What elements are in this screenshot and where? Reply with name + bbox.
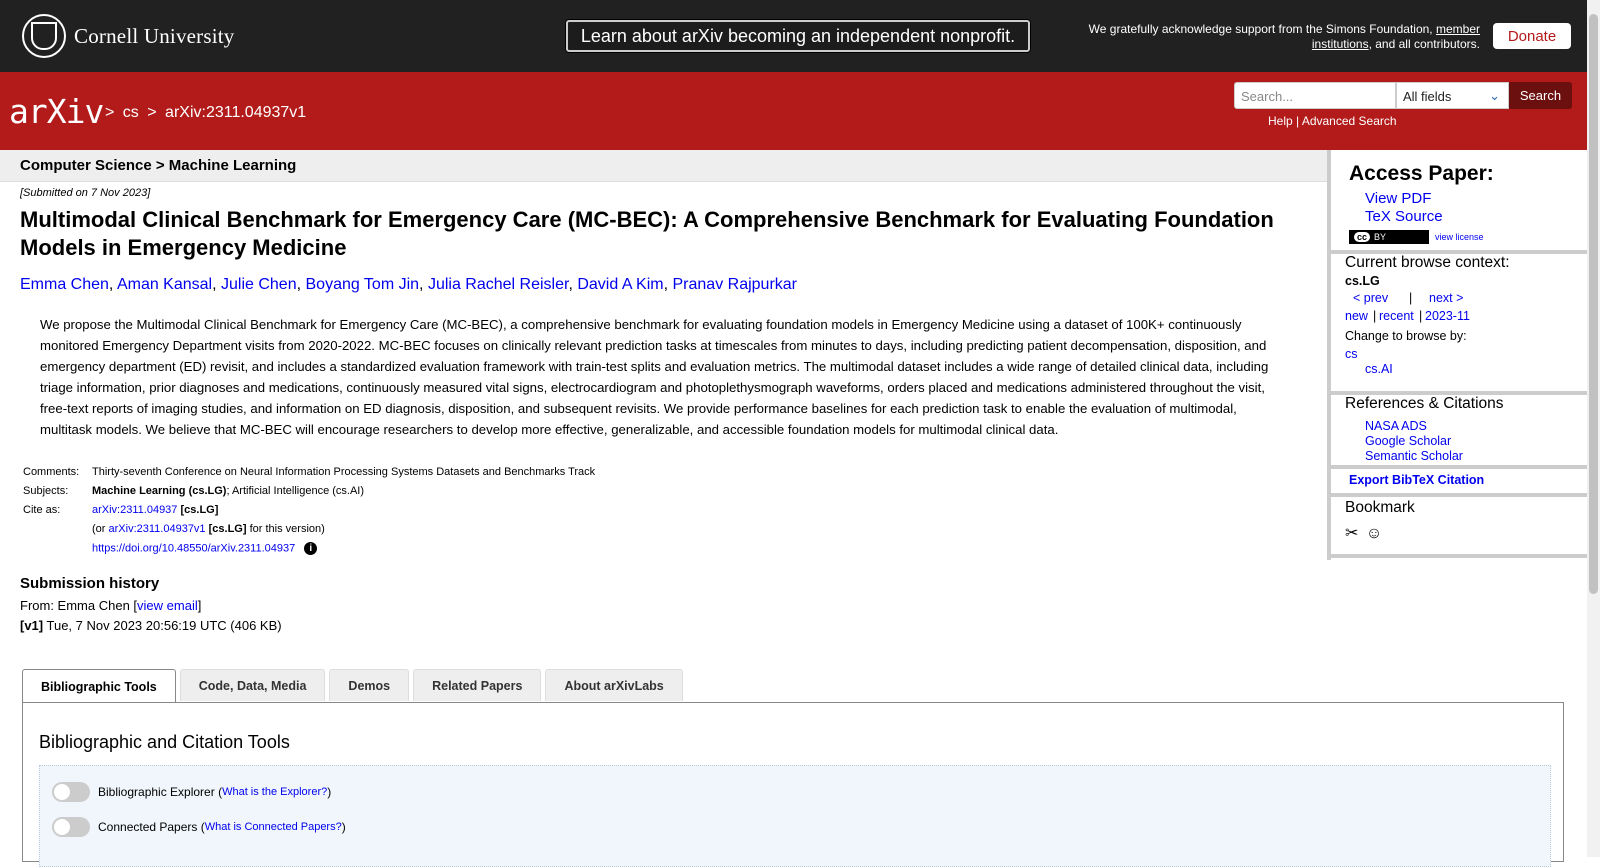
search-field-select[interactable]: All fields ⌄: [1396, 82, 1509, 109]
member-institutions-link[interactable]: member institutions: [1311, 22, 1480, 51]
labs-tabs: [22, 669, 687, 703]
reddit-icon[interactable]: ☺: [1365, 525, 1383, 542]
breadcrumb-cs[interactable]: cs: [122, 104, 139, 121]
metadata-table: Comments: Thirty-seventh Conference on Neural Information Processing Systems Datasets and Benchmarks Track Subjects: Machine Learning (cs.LG); Artificial Intelligence (cs.AI) Cite as: arXiv:2311.04937 [cs.LG] (or arXiv:2311.04937v1 [cs.LG] for this version) https://doi.org/10.48550/arXiv.2311.04937 i: [20, 463, 598, 558]
scrollbar-thumb[interactable]: [1589, 14, 1598, 594]
browse-context-heading: Current browse context:: [1345, 254, 1510, 271]
cite-row: Cite as: arXiv:2311.04937 [cs.LG]: [23, 504, 219, 516]
advanced-search-link[interactable]: Advanced Search: [1301, 114, 1397, 128]
references-heading: References & Citations: [1345, 395, 1504, 412]
category-heading: Computer Science > Machine Learning: [20, 157, 297, 174]
help-links: Help | Advanced Search: [1268, 114, 1397, 128]
tex-source-link[interactable]: TeX Source: [1365, 208, 1443, 225]
arxiv-header: [0, 72, 1600, 150]
doi-link[interactable]: https://doi.org/10.48550/arXiv.2311.04937: [92, 542, 296, 555]
help-link[interactable]: Help: [1268, 114, 1293, 128]
view-license-link[interactable]: view license: [1435, 232, 1484, 242]
tab-demos[interactable]: Demos: [329, 669, 409, 701]
announcement-button[interactable]: Learn about arXiv becoming an independent nonprofit.: [566, 20, 1030, 52]
author-link[interactable]: David A Kim: [577, 276, 664, 293]
cornell-logo[interactable]: [22, 14, 235, 58]
semantic-scholar-link[interactable]: Semantic Scholar: [1365, 449, 1463, 463]
nasa-ads-link[interactable]: NASA ADS: [1365, 419, 1427, 433]
connected-papers-help-link[interactable]: What is Connected Papers?: [204, 821, 342, 833]
cite-version-link[interactable]: arXiv:2311.04937v1: [108, 523, 206, 535]
access-paper-section: [1331, 150, 1587, 254]
tools-box: [39, 765, 1551, 867]
tab-code-data-media[interactable]: Code, Data, Media: [180, 669, 326, 701]
cc-by-icon[interactable]: cc BY: [1349, 230, 1429, 244]
comments-row: Comments: Thirty-seventh Conference on Neural Information Processing Systems Datasets and Benchmarks Track: [20, 463, 598, 482]
explorer-help-link[interactable]: What is the Explorer?: [222, 786, 328, 798]
browse-cs-link[interactable]: cs: [1345, 347, 1358, 361]
browse-context-section: Current browse context: cs.LG < prev | next > new | recent | 2023-11 Change to browse by: cs cs.AI: [1331, 254, 1587, 395]
cite-id-link[interactable]: arXiv:2311.04937: [92, 504, 178, 516]
panel-title: Bibliographic and Citation Tools: [39, 732, 290, 752]
submission-history-heading: Submission history: [20, 575, 160, 592]
next-link[interactable]: next >: [1429, 291, 1464, 305]
recent-link[interactable]: recent: [1379, 309, 1414, 323]
bookmark-heading: Bookmark: [1345, 499, 1415, 516]
author-link[interactable]: Julia Rachel Reisler: [427, 276, 569, 293]
google-scholar-link[interactable]: Google Scholar: [1365, 434, 1452, 448]
search-input[interactable]: Search...: [1234, 82, 1396, 109]
tab-about-arxivlabs[interactable]: About arXivLabs: [545, 669, 682, 701]
access-paper-heading: Access Paper:: [1349, 162, 1494, 185]
top-banner: [0, 0, 1600, 72]
info-icon[interactable]: i: [304, 542, 317, 555]
tab-panel: [22, 702, 1564, 862]
export-bibtex-link[interactable]: Export BibTeX Citation: [1349, 473, 1485, 487]
prev-link[interactable]: < prev: [1353, 291, 1389, 305]
search-button[interactable]: Search: [1509, 82, 1572, 109]
bibtex-section: [1331, 469, 1587, 497]
support-text: We gratefully acknowledge support from the Simons Foundation, member institutions, and all contributors.: [1088, 22, 1480, 51]
page-scrollbar[interactable]: [1587, 0, 1600, 857]
browse-context-value: cs.LG: [1345, 274, 1380, 288]
chevron-down-icon: ⌄: [1489, 88, 1500, 103]
change-browse-label: Change to browse by:: [1345, 329, 1467, 343]
breadcrumb-paper-id: arXiv:2311.04937v1: [165, 104, 307, 121]
tab-related-papers[interactable]: Related Papers: [413, 669, 541, 701]
month-link[interactable]: 2023-11: [1425, 309, 1470, 323]
bookmark-section: [1331, 497, 1587, 558]
breadcrumb: > cs > arXiv:2311.04937v1: [105, 104, 307, 121]
abstract: We propose the Multimodal Clinical Benchmark for Emergency Care (MC-BEC), a comprehensive benchmark for evaluating foundation models in Emergency Medicine using a dataset of 100K+ continuously monitored Emergency Department visits from 2020-2022. MC-BEC focuses on clinically relevant prediction tasks at timescales from minutes to days, including predicting patient decompensation, disposition, and emergency department (ED) revisit, and includes a standardized evaluation framework with train-test splits and evaluation metrics. The multimodal dataset includes a wide range of detailed clinical data, including triage information, prior diagnoses and medications, continuously measured vital signs, electrocardiogram and photoplethysmograph waveforms, orders placed and medications administered throughout the visit, free-text reports of imaging studies, and information on ED diagnosis, disposition, and subsequent revisits. We provide performance baselines for each prediction task to enable the evaluation of multimodal, multitask models. We believe that MC-BEC will encourage researchers to develop more effective, generalizable, and accessible foundation models for multimodal clinical data.: [40, 317, 1269, 437]
connected-papers-toggle[interactable]: [52, 817, 90, 837]
sidebar: [1327, 150, 1587, 560]
references-section: [1331, 395, 1587, 469]
category-bar: [0, 150, 1327, 182]
author-link[interactable]: Julie Chen: [221, 276, 297, 293]
author-link[interactable]: Pranav Rajpurkar: [672, 276, 797, 293]
arxiv-logo[interactable]: arXiv: [9, 92, 104, 131]
subjects-row: Subjects: Machine Learning (cs.LG); Artificial Intelligence (cs.AI): [23, 485, 365, 497]
tool-row-connected-papers: Connected Papers ( What is Connected Papers? ): [52, 817, 346, 837]
author-link[interactable]: Boyang Tom Jin: [305, 276, 420, 293]
submission-date: [Submitted on 7 Nov 2023]: [20, 187, 151, 199]
tab-bibliographic-tools[interactable]: Bibliographic Tools: [22, 669, 176, 703]
primary-subject: Machine Learning (cs.LG): [92, 485, 227, 497]
author-link[interactable]: Emma Chen: [20, 276, 109, 293]
author-list: Emma Chen, Aman Kansal, Julie Chen, Boyang Tom Jin, Julia Rachel Reisler, David A Kim, Pranav Rajpurkar: [20, 276, 797, 293]
new-link[interactable]: new: [1345, 309, 1368, 323]
author-link[interactable]: Aman Kansal: [116, 276, 213, 293]
tool-row-explorer: Bibliographic Explorer ( What is the Explorer? ): [52, 782, 331, 802]
bibsonomy-icon[interactable]: ✂: [1345, 525, 1359, 542]
donate-button[interactable]: Donate: [1493, 23, 1571, 49]
comments-value: Thirty-seventh Conference on Neural Information Processing Systems Datasets and Benchmarks Track: [92, 466, 596, 478]
version-entry: [v1] Tue, 7 Nov 2023 20:56:19 UTC (406 KB): [20, 618, 282, 633]
cornell-name: Cornell University: [74, 23, 235, 48]
view-email-link[interactable]: view email: [137, 598, 198, 613]
paper-title: Multimodal Clinical Benchmark for Emergency Care (MC-BEC): A Comprehensive Benchmark for Evaluating Foundation Models in Emergency Medicine: [20, 207, 1274, 260]
bookmark-icons: [1345, 523, 1385, 543]
explorer-toggle[interactable]: [52, 782, 90, 802]
browse-cs-ai-link[interactable]: cs.AI: [1365, 362, 1393, 376]
cornell-seal-icon: [22, 14, 66, 58]
submission-from: From: Emma Chen [view email]: [20, 598, 202, 613]
view-pdf-link[interactable]: View PDF: [1365, 190, 1432, 207]
